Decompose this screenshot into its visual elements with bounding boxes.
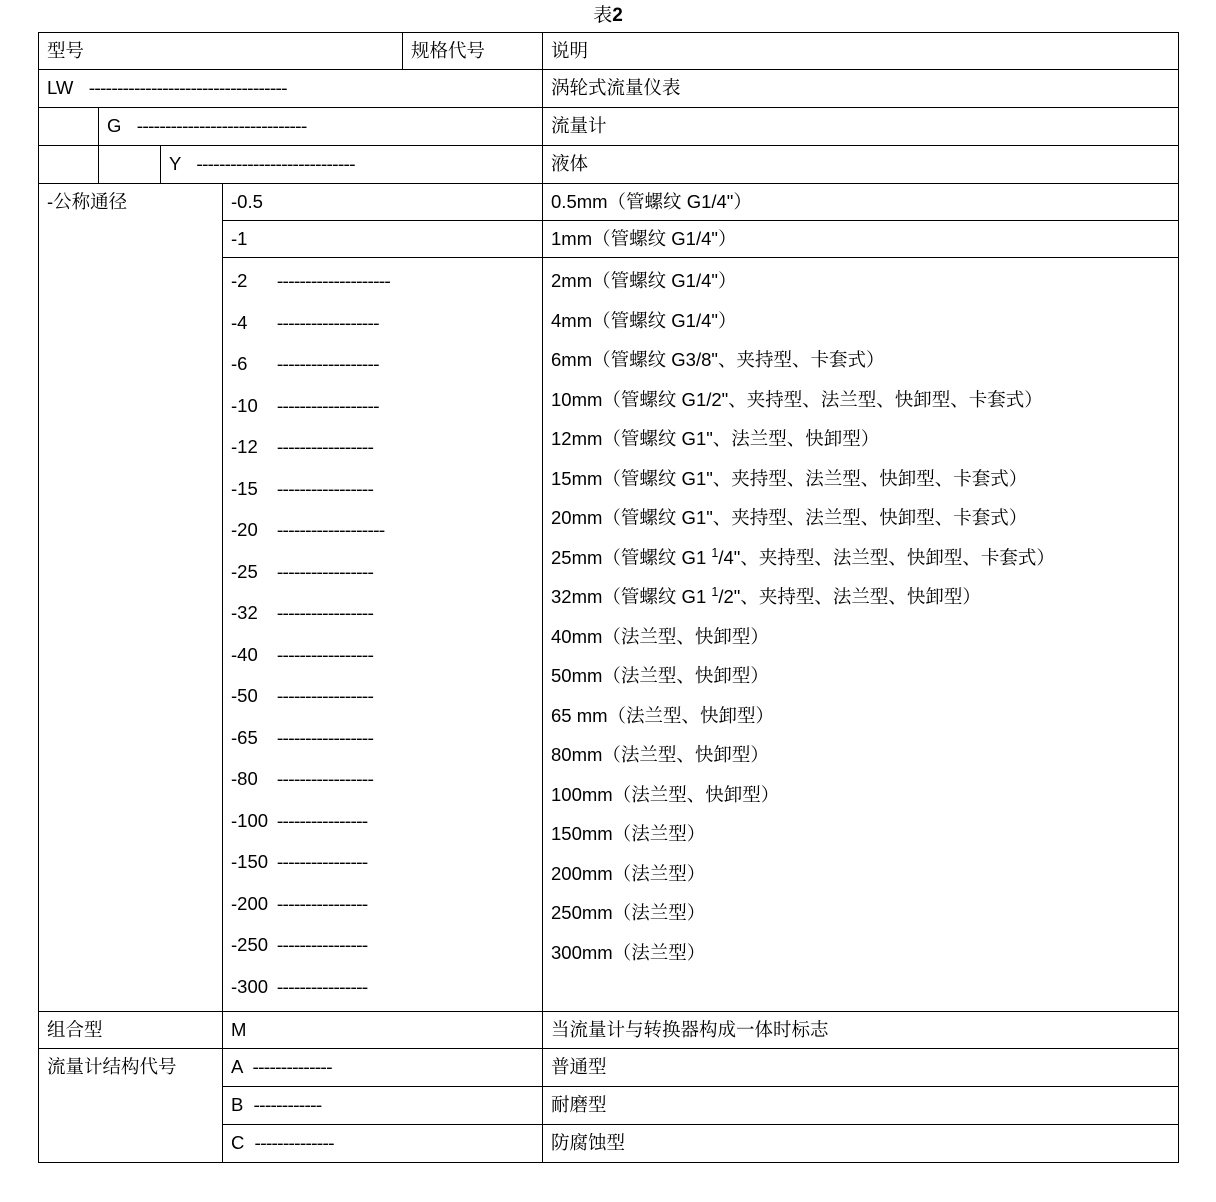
bore-code: -40 xyxy=(231,643,258,665)
bore-code-1: -1 xyxy=(223,221,543,258)
list-item xyxy=(231,510,534,552)
row-g-code xyxy=(99,108,543,146)
combined-code: M xyxy=(223,1012,543,1049)
bore-dash: ---------------- xyxy=(277,977,368,998)
structure-dash: ------------ xyxy=(253,1096,322,1116)
list-item: 65 mm（法兰型、快卸型） xyxy=(551,704,775,726)
row-g-desc: 流量计 xyxy=(543,108,1179,146)
bore-dash: ------------------ xyxy=(277,396,379,417)
bore-code: -80 xyxy=(231,768,258,789)
spacer-cell xyxy=(39,146,99,184)
structure-code-b xyxy=(223,1087,543,1125)
header-model: 型号 xyxy=(39,33,403,70)
list-item xyxy=(231,386,534,428)
dash-lw: ----------------------------------- xyxy=(88,79,287,99)
list-item xyxy=(231,552,534,594)
table-row xyxy=(39,108,1179,146)
table-row xyxy=(39,146,1179,184)
list-item: 2mm（管螺纹 G1/4"） xyxy=(551,270,737,291)
bore-code-list xyxy=(223,258,543,1012)
list-item: 200mm（法兰型） xyxy=(551,862,706,884)
list-item: 32mm（管螺纹 G1 $^1$/2"、夹持型、法兰型、快卸型） xyxy=(551,584,981,607)
bore-code: -150 xyxy=(231,851,269,872)
bore-code: -65 xyxy=(231,726,258,748)
bore-code: -100 xyxy=(231,809,269,831)
list-item xyxy=(231,261,534,303)
bore-code: -32 xyxy=(231,602,258,623)
bore-dash: ----------------- xyxy=(277,728,374,749)
header-spec-code: 规格代号 xyxy=(403,33,543,70)
structure-dash: -------------- xyxy=(254,1134,334,1154)
code-g: G xyxy=(107,115,122,136)
list-item: 25mm（管螺纹 G1 $^1$/4"、夹持型、法兰型、快卸型、卡套式） xyxy=(551,545,1055,568)
code-y: Y xyxy=(169,153,182,174)
structure-code: C xyxy=(231,1132,245,1153)
list-item xyxy=(231,344,534,386)
list-item: 4mm（管螺纹 G1/4"） xyxy=(551,309,737,331)
list-item xyxy=(231,759,534,801)
row-y-code xyxy=(161,146,543,184)
list-item: 20mm（管螺纹 G1"、夹持型、法兰型、快卸型、卡套式） xyxy=(551,507,1028,528)
dash-g: ------------------------------ xyxy=(136,117,307,137)
bore-code: -50 xyxy=(231,685,258,706)
row-y-desc: 液体 xyxy=(543,146,1179,184)
row-lw-code xyxy=(39,70,543,108)
caption-prefix: 表 xyxy=(593,5,613,26)
bore-dash: ----------------- xyxy=(277,645,374,666)
list-item: 40mm（法兰型、快卸型） xyxy=(551,625,769,647)
bore-dash: ------------------- xyxy=(277,521,385,541)
bore-code-05: -0.5 xyxy=(223,184,543,221)
caption-number: 2 xyxy=(612,5,623,26)
list-item: 100mm（法兰型、快卸型） xyxy=(551,783,780,805)
table-header-row xyxy=(39,33,1179,70)
bore-code: -25 xyxy=(231,560,258,582)
list-item: 6mm（管螺纹 G3/8"、夹持型、卡套式） xyxy=(551,349,885,370)
bore-dash: ---------------- xyxy=(277,853,368,873)
bore-dash: -------------------- xyxy=(277,272,391,292)
bore-code: -6 xyxy=(231,353,248,374)
structure-label: 流量计结构代号 xyxy=(39,1049,223,1163)
list-item xyxy=(231,676,534,718)
spacer-cell xyxy=(99,146,161,184)
bore-dash: ----------------- xyxy=(277,479,374,500)
list-item xyxy=(231,635,534,677)
table-row xyxy=(39,70,1179,108)
bore-code: -15 xyxy=(231,477,258,499)
structure-code-a xyxy=(223,1049,543,1087)
structure-code: B xyxy=(231,1094,244,1115)
bore-dash: ---------------- xyxy=(277,936,368,956)
code-lw: LW xyxy=(47,77,74,98)
structure-desc-b: 耐磨型 xyxy=(543,1087,1179,1125)
table-row-bore-05 xyxy=(39,184,1179,221)
bore-code: -10 xyxy=(231,394,258,416)
list-item xyxy=(231,925,534,967)
model-designation-table xyxy=(38,32,1179,1163)
spacer-cell xyxy=(39,108,99,146)
list-item xyxy=(231,303,534,345)
bore-dash: ------------------ xyxy=(277,313,379,334)
bore-dash: ---------------- xyxy=(277,894,368,915)
list-item xyxy=(231,842,534,884)
structure-code: A xyxy=(231,1056,243,1077)
list-item xyxy=(231,801,534,843)
list-item xyxy=(231,469,534,511)
bore-dash: ---------------- xyxy=(277,811,368,832)
bore-code: -20 xyxy=(231,519,258,540)
bore-dash: ----------------- xyxy=(277,438,374,458)
bore-code: -4 xyxy=(231,311,248,333)
list-item xyxy=(231,427,534,469)
bore-description-list xyxy=(543,258,1179,1012)
dash-y: ---------------------------- xyxy=(196,155,355,175)
list-item xyxy=(231,718,534,760)
list-item: 15mm（管螺纹 G1"、夹持型、法兰型、快卸型、卡套式） xyxy=(551,467,1028,489)
bore-code: -12 xyxy=(231,436,258,457)
list-item: 10mm（管螺纹 G1/2"、夹持型、法兰型、快卸型、卡套式） xyxy=(551,388,1043,410)
list-item: 12mm（管螺纹 G1"、法兰型、快卸型） xyxy=(551,428,880,449)
bore-code: -200 xyxy=(231,892,269,914)
bore-dash: ----------------- xyxy=(277,562,374,583)
bore-dash: ------------------ xyxy=(277,355,379,375)
bore-desc-05: 0.5mm（管螺纹 G1/4"） xyxy=(543,184,1179,221)
list-item: 50mm（法兰型、快卸型） xyxy=(551,665,769,686)
bore-dash: ----------------- xyxy=(277,687,374,707)
table-row-combined xyxy=(39,1012,1179,1049)
list-item: 80mm（法兰型、快卸型） xyxy=(551,744,769,765)
bore-dash: ----------------- xyxy=(277,770,374,790)
bore-code: -250 xyxy=(231,934,269,955)
bore-desc-1: 1mm（管螺纹 G1/4"） xyxy=(543,221,1179,258)
combined-label: 组合型 xyxy=(39,1012,223,1049)
list-item xyxy=(231,884,534,926)
row-lw-desc: 涡轮式流量仪表 xyxy=(543,70,1179,108)
structure-dash: -------------- xyxy=(252,1058,332,1078)
structure-desc-a: 普通型 xyxy=(543,1049,1179,1087)
table-caption xyxy=(38,0,1178,32)
list-item: 300mm（法兰型） xyxy=(551,941,706,963)
bore-code: -300 xyxy=(231,975,269,997)
table-row-structure-a xyxy=(39,1049,1179,1087)
bore-label: -公称通径 xyxy=(39,184,223,1012)
header-description: 说明 xyxy=(543,33,1179,70)
structure-code-c xyxy=(223,1125,543,1163)
list-item xyxy=(231,593,534,635)
combined-desc: 当流量计与转换器构成一体时标志 xyxy=(543,1012,1179,1049)
list-item: 250mm（法兰型） xyxy=(551,902,706,923)
list-item xyxy=(231,967,534,1009)
bore-code: -2 xyxy=(231,270,248,291)
bore-dash: ----------------- xyxy=(277,604,374,624)
list-item: 150mm（法兰型） xyxy=(551,823,706,844)
structure-desc-c: 防腐蚀型 xyxy=(543,1125,1179,1163)
